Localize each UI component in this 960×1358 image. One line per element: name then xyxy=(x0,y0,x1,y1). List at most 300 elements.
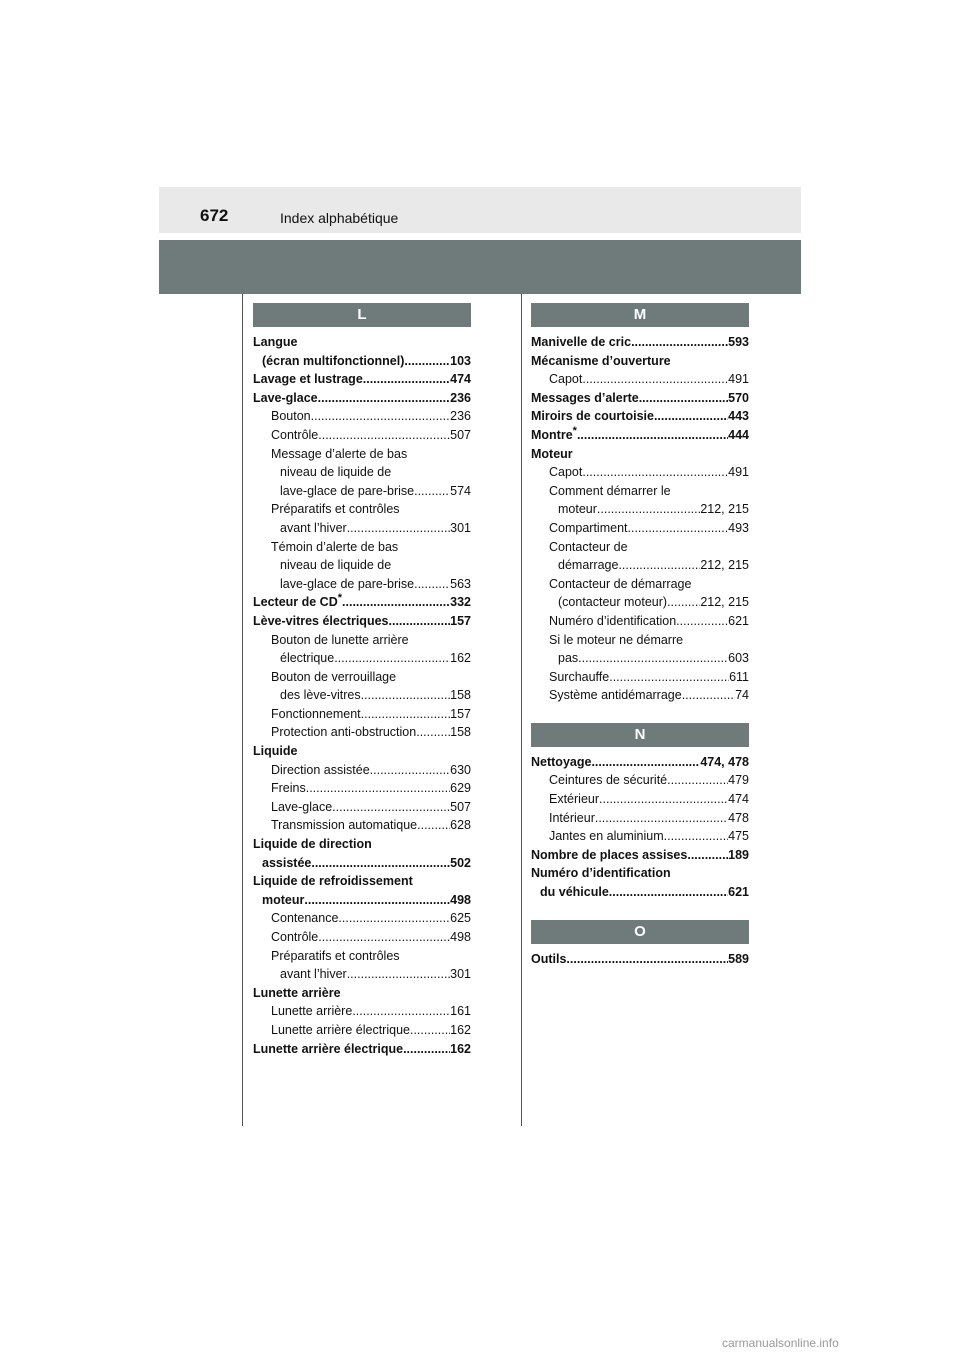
entry-text: Direction assistée xyxy=(271,762,370,777)
entry-label xyxy=(271,761,370,780)
index-entry[interactable] xyxy=(531,593,749,612)
entry-page-number[interactable]: 162 xyxy=(450,1041,471,1056)
entry-page-number[interactable]: 444 xyxy=(728,427,749,442)
entry-text: Miroirs de courtoisie xyxy=(531,409,654,424)
dot-leader xyxy=(676,612,728,631)
entry-page-number[interactable]: 475 xyxy=(728,829,749,844)
entry-label xyxy=(549,809,595,828)
entry-label xyxy=(280,686,361,705)
dot-leader xyxy=(311,407,451,426)
entry-label xyxy=(271,928,318,947)
entry-page-number[interactable]: 474, 478 xyxy=(700,754,749,769)
dot-leader xyxy=(414,482,450,501)
entry-text: pas xyxy=(558,651,579,666)
entry-page-number[interactable]: 507 xyxy=(450,799,471,814)
index-entry[interactable] xyxy=(253,1040,471,1059)
entry-text: Contrôle xyxy=(271,427,319,442)
section-letter-l: L xyxy=(253,303,471,327)
entry-page-number[interactable]: 189 xyxy=(728,847,749,862)
entry-text: Nombre de places assises xyxy=(531,847,688,862)
entry-text: Témoin d’alerte de bas xyxy=(271,539,399,554)
index-entry[interactable] xyxy=(253,928,471,947)
entry-text: Contrôle xyxy=(271,930,319,944)
entry-text: Surchauffe xyxy=(549,669,610,684)
entry-label xyxy=(271,947,400,966)
dot-leader xyxy=(370,761,450,780)
entry-label xyxy=(262,352,404,371)
index-entry[interactable] xyxy=(531,790,749,809)
index-entry[interactable] xyxy=(253,779,471,798)
header-band xyxy=(159,240,801,294)
entry-page-number[interactable]: 301 xyxy=(450,967,471,982)
entry-label xyxy=(549,790,599,809)
entry-text: Lunette arrière électrique xyxy=(271,1022,410,1037)
entry-text: Liquide de refroidissement xyxy=(253,874,413,889)
left-column-rule xyxy=(242,294,243,1126)
entry-page-number[interactable]: 157 xyxy=(450,706,471,721)
index-entry[interactable] xyxy=(531,333,749,352)
entry-page-number[interactable]: 478 xyxy=(728,810,749,825)
dot-leader xyxy=(582,463,728,482)
dot-leader xyxy=(667,593,700,612)
entry-text: Langue xyxy=(253,335,298,349)
dot-leader xyxy=(318,389,451,408)
entry-page-number[interactable]: 236 xyxy=(450,390,471,405)
dot-leader xyxy=(347,965,450,984)
page-header-bar xyxy=(159,187,801,233)
dot-leader xyxy=(687,846,728,865)
index-entry[interactable] xyxy=(253,482,471,501)
entry-page-number[interactable]: 491 xyxy=(728,372,749,387)
entry-text: Lave-glace xyxy=(253,390,318,405)
entry-page-number[interactable]: 625 xyxy=(450,911,471,926)
entry-text: Liquide xyxy=(253,744,298,759)
index-column-left xyxy=(253,303,471,1058)
entry-page-number[interactable]: 158 xyxy=(450,688,471,703)
entry-text: des lève-vitres xyxy=(280,688,361,703)
entry-page-number[interactable]: 603 xyxy=(728,651,749,666)
dot-leader xyxy=(667,771,728,790)
index-entry[interactable] xyxy=(531,389,749,408)
index-entry[interactable] xyxy=(253,352,471,371)
entry-page-number[interactable]: 574 xyxy=(450,483,471,498)
entry-text: Moteur xyxy=(531,446,573,461)
entry-label xyxy=(549,370,582,389)
entry-text: Contacteur de xyxy=(549,539,628,554)
dot-leader xyxy=(361,686,451,705)
entry-text: Fonctionnement xyxy=(271,706,361,721)
index-entry[interactable] xyxy=(531,668,749,687)
index-entry[interactable] xyxy=(531,556,749,575)
page-number: 672 xyxy=(200,206,229,225)
entry-text: assistée xyxy=(262,855,312,870)
right-column-rule xyxy=(521,294,522,1126)
entry-label xyxy=(549,463,582,482)
entry-label xyxy=(531,407,654,426)
index-entry[interactable] xyxy=(253,761,471,780)
entry-label xyxy=(531,426,577,445)
index-entry xyxy=(253,538,471,557)
entry-text: Capot xyxy=(549,465,583,480)
entry-text: Lunette arrière électrique xyxy=(253,1041,404,1056)
entry-text: Messages d’alerte xyxy=(531,390,639,405)
dot-leader xyxy=(404,352,450,371)
entry-text: Manivelle de cric xyxy=(531,335,632,349)
entry-label xyxy=(271,798,332,817)
entry-text: niveau de liquide de xyxy=(280,465,392,480)
entry-page-number[interactable]: 74 xyxy=(735,688,749,703)
entry-page-number[interactable]: 498 xyxy=(450,892,471,907)
entry-text: moteur xyxy=(262,892,305,907)
entry-label xyxy=(549,575,691,594)
entry-page-number[interactable]: 236 xyxy=(450,409,471,424)
index-entry[interactable] xyxy=(253,686,471,705)
entry-label xyxy=(271,705,361,724)
entry-page-number[interactable]: 621 xyxy=(728,885,749,900)
index-entry[interactable] xyxy=(253,1002,471,1021)
index-entry[interactable] xyxy=(531,883,749,902)
dot-leader xyxy=(416,723,450,742)
index-entry xyxy=(253,742,471,761)
index-entry[interactable] xyxy=(253,854,471,873)
index-entry[interactable] xyxy=(531,519,749,538)
index-entry[interactable] xyxy=(253,816,471,835)
entry-text: Système antidémarrage xyxy=(549,688,682,703)
index-entry xyxy=(531,445,749,464)
dot-leader xyxy=(631,333,728,352)
entry-label xyxy=(253,872,413,891)
dot-leader xyxy=(595,809,728,828)
entry-label xyxy=(271,909,338,928)
entry-label xyxy=(549,771,667,790)
entry-text: Bouton de verrouillage xyxy=(271,669,397,684)
index-entry[interactable] xyxy=(253,1021,471,1040)
dot-leader xyxy=(609,883,728,902)
index-entry[interactable] xyxy=(531,809,749,828)
entry-label xyxy=(271,426,318,445)
entry-text: Contenance xyxy=(271,911,339,926)
watermark: carmanualsonline.info xyxy=(722,1336,839,1350)
index-entry[interactable] xyxy=(253,389,471,408)
entry-label xyxy=(280,463,391,482)
entry-label xyxy=(253,593,342,612)
index-entry xyxy=(531,482,749,501)
entry-text: Liquide de direction xyxy=(253,837,372,852)
entry-label xyxy=(531,333,631,352)
dot-leader xyxy=(566,950,728,969)
entry-page-number[interactable]: 493 xyxy=(728,520,749,535)
entry-page-number[interactable]: 570 xyxy=(728,390,749,405)
entry-text: démarrage xyxy=(558,558,619,573)
dot-leader xyxy=(628,519,729,538)
entry-label xyxy=(271,1021,410,1040)
index-entry[interactable] xyxy=(253,575,471,594)
index-entry[interactable] xyxy=(531,407,749,426)
dot-leader xyxy=(318,928,450,947)
index-entry[interactable] xyxy=(531,612,749,631)
dot-leader xyxy=(597,500,700,519)
entry-text: (contacteur moteur) xyxy=(558,595,668,610)
index-entry xyxy=(253,947,471,966)
dot-leader xyxy=(311,854,450,873)
entry-page-number[interactable]: 629 xyxy=(450,781,471,796)
entry-label xyxy=(558,649,578,668)
entry-label xyxy=(549,612,676,631)
section-gap xyxy=(531,705,749,723)
index-entry[interactable] xyxy=(253,593,471,612)
entry-page-number[interactable]: 332 xyxy=(450,595,471,610)
index-entry[interactable] xyxy=(531,753,749,772)
entry-label xyxy=(540,883,609,902)
index-entry[interactable] xyxy=(531,950,749,969)
index-entry[interactable] xyxy=(531,370,749,389)
entry-label xyxy=(271,631,409,650)
entry-text: Lève-vitres électriques xyxy=(253,613,389,628)
entry-label xyxy=(549,538,628,557)
index-entry[interactable] xyxy=(253,965,471,984)
dot-leader xyxy=(682,686,735,705)
entry-page-number[interactable]: 491 xyxy=(728,465,749,480)
entry-text: Bouton de lunette arrière xyxy=(271,632,409,647)
entry-text: Si le moteur ne démarre xyxy=(549,632,684,647)
entry-label xyxy=(280,519,347,538)
entry-label xyxy=(531,950,566,969)
index-entry[interactable] xyxy=(253,407,471,426)
index-entry xyxy=(253,631,471,650)
entry-text: Protection anti-obstruction xyxy=(271,725,417,740)
index-entry[interactable] xyxy=(253,798,471,817)
entry-text: lave-glace de pare-brise xyxy=(280,483,415,498)
index-entry[interactable] xyxy=(531,846,749,865)
entry-label xyxy=(531,445,573,464)
entry-label xyxy=(549,519,628,538)
dot-leader xyxy=(342,593,450,612)
entry-text: Contacteur de démarrage xyxy=(549,576,692,591)
dot-leader xyxy=(304,891,450,910)
entry-label xyxy=(271,816,417,835)
index-entry xyxy=(531,538,749,557)
dot-leader xyxy=(334,649,450,668)
dot-leader xyxy=(609,668,729,687)
entry-label xyxy=(280,482,414,501)
entry-text: Outils xyxy=(531,951,567,966)
dot-leader xyxy=(654,407,728,426)
entry-label xyxy=(558,500,597,519)
dot-leader xyxy=(639,389,728,408)
entry-text: Lavage et lustrage xyxy=(253,372,363,387)
entry-label xyxy=(271,668,396,687)
entry-label xyxy=(531,753,591,772)
dot-leader xyxy=(577,426,728,445)
entry-page-number[interactable]: 593 xyxy=(728,335,749,349)
index-entry[interactable] xyxy=(253,612,471,631)
index-entry xyxy=(253,463,471,482)
entry-text: avant l’hiver xyxy=(280,967,347,982)
index-entry xyxy=(531,631,749,650)
entry-label xyxy=(271,538,398,557)
entry-page-number[interactable]: 474 xyxy=(728,792,749,807)
entry-page-number[interactable]: 158 xyxy=(450,725,471,740)
entry-text: avant l’hiver xyxy=(280,520,347,535)
entry-text: Lecteur de CD xyxy=(253,595,338,610)
entry-page-number[interactable]: 479 xyxy=(728,773,749,788)
entry-page-number[interactable]: 621 xyxy=(728,613,749,628)
entry-text: lave-glace de pare-brise xyxy=(280,576,415,591)
index-entry[interactable] xyxy=(531,686,749,705)
index-entry xyxy=(253,445,471,464)
dot-leader xyxy=(664,827,728,846)
entry-page-number[interactable]: 162 xyxy=(450,651,471,666)
index-entry xyxy=(253,500,471,519)
entry-label xyxy=(253,333,297,352)
dot-leader xyxy=(403,1040,450,1059)
index-entry[interactable] xyxy=(531,827,749,846)
index-entry[interactable] xyxy=(531,500,749,519)
entry-text: niveau de liquide de xyxy=(280,558,392,573)
entry-label xyxy=(558,556,618,575)
entry-label xyxy=(280,575,414,594)
entry-label xyxy=(280,556,391,575)
entry-page-number[interactable]: 301 xyxy=(450,520,471,535)
section-letter-o: O xyxy=(531,920,749,944)
index-entry[interactable] xyxy=(531,649,749,668)
entry-text: Numéro d’identification xyxy=(531,866,671,881)
entry-text: Transmission automatique xyxy=(271,818,418,833)
entry-text: Numéro d’identification xyxy=(549,613,677,628)
entry-text: Ceintures de sécurité xyxy=(549,773,668,788)
entry-text: (écran multifonctionnel) xyxy=(262,353,405,368)
footnote-marker: * xyxy=(337,592,343,605)
entry-label xyxy=(262,891,304,910)
entry-text: Extérieur xyxy=(549,792,600,807)
entry-text: Lave-glace xyxy=(271,799,333,814)
index-entry xyxy=(531,352,749,371)
entry-label xyxy=(531,389,639,408)
dot-leader xyxy=(318,426,450,445)
entry-text: Mécanisme d’ouverture xyxy=(531,353,671,368)
entry-label xyxy=(549,631,683,650)
entry-page-number[interactable]: 563 xyxy=(450,576,471,591)
entry-page-number[interactable]: 212, 215 xyxy=(700,595,749,610)
entry-text: Capot xyxy=(549,372,583,387)
entry-page-number[interactable]: 502 xyxy=(450,855,471,870)
entry-text: Jantes en aluminium xyxy=(549,829,664,844)
index-entry xyxy=(531,575,749,594)
dot-leader xyxy=(347,519,450,538)
entry-page-number[interactable]: 628 xyxy=(450,818,471,833)
entry-label xyxy=(531,352,671,371)
index-entry[interactable] xyxy=(253,649,471,668)
entry-page-number[interactable]: 507 xyxy=(450,427,471,442)
entry-label xyxy=(253,742,297,761)
index-entry[interactable] xyxy=(531,463,749,482)
index-entry[interactable] xyxy=(531,426,749,445)
entry-page-number[interactable]: 103 xyxy=(450,353,471,368)
entry-text: Bouton xyxy=(271,409,311,424)
dot-leader xyxy=(410,1021,450,1040)
entry-text: Freins xyxy=(271,781,306,796)
entry-label xyxy=(271,445,407,464)
entry-label xyxy=(253,370,363,389)
entry-text: Message d’alerte de bas xyxy=(271,446,408,461)
entry-page-number[interactable]: 161 xyxy=(450,1004,471,1019)
entry-text: moteur xyxy=(558,502,597,517)
entry-label xyxy=(271,1002,352,1021)
index-entry xyxy=(253,333,471,352)
entry-text: Nettoyage xyxy=(531,754,592,769)
entry-page-number[interactable]: 443 xyxy=(728,409,749,424)
entry-text: Intérieur xyxy=(549,810,595,825)
dot-leader xyxy=(338,909,450,928)
dot-leader xyxy=(389,612,451,631)
entry-label xyxy=(558,593,667,612)
entry-text: Comment démarrer le xyxy=(549,483,671,498)
entry-page-number[interactable]: 589 xyxy=(728,951,749,966)
entry-label xyxy=(253,1040,403,1059)
entry-label xyxy=(253,984,341,1003)
index-entry[interactable] xyxy=(253,370,471,389)
entry-label xyxy=(549,482,671,501)
dot-leader xyxy=(578,649,728,668)
page-title: Index alphabétique xyxy=(280,210,399,226)
index-entry[interactable] xyxy=(253,705,471,724)
entry-text: Préparatifs et contrôles xyxy=(271,948,400,963)
entry-label xyxy=(531,846,687,865)
dot-leader xyxy=(591,753,700,772)
entry-label xyxy=(549,686,682,705)
entry-label xyxy=(253,835,372,854)
entry-page-number[interactable]: 630 xyxy=(450,762,471,777)
footnote-marker: * xyxy=(572,424,577,437)
dot-leader xyxy=(618,556,700,575)
entry-text: Montre xyxy=(531,427,573,442)
entry-label xyxy=(253,389,318,408)
index-entry xyxy=(253,556,471,575)
dot-leader xyxy=(417,816,450,835)
index-entry[interactable] xyxy=(253,519,471,538)
entry-label xyxy=(549,827,664,846)
index-entry[interactable] xyxy=(531,771,749,790)
entry-page-number[interactable]: 498 xyxy=(450,930,471,944)
section-letter-n: N xyxy=(531,723,749,747)
entry-label xyxy=(271,500,400,519)
entry-text: électrique xyxy=(280,651,335,666)
section-gap xyxy=(531,902,749,920)
entry-page-number[interactable]: 157 xyxy=(450,613,471,628)
index-entry xyxy=(253,835,471,854)
entry-page-number[interactable]: 611 xyxy=(729,669,749,684)
index-entry[interactable] xyxy=(253,723,471,742)
dot-leader xyxy=(414,575,450,594)
dot-leader xyxy=(599,790,728,809)
entry-label xyxy=(262,854,311,873)
dot-leader xyxy=(363,370,450,389)
entry-page-number[interactable]: 212, 215 xyxy=(700,558,749,573)
entry-text: Compartiment xyxy=(549,520,628,535)
entry-label xyxy=(280,965,347,984)
index-entry[interactable] xyxy=(253,426,471,445)
entry-page-number[interactable]: 162 xyxy=(450,1022,471,1037)
dot-leader xyxy=(352,1002,450,1021)
entry-page-number[interactable]: 474 xyxy=(450,372,471,387)
entry-page-number[interactable]: 212, 215 xyxy=(700,502,749,517)
entry-label xyxy=(271,407,311,426)
index-entry xyxy=(531,864,749,883)
index-entry[interactable] xyxy=(253,891,471,910)
entry-text: du véhicule xyxy=(540,885,609,900)
index-entry[interactable] xyxy=(253,909,471,928)
entry-text: Lunette arrière xyxy=(253,985,341,1000)
